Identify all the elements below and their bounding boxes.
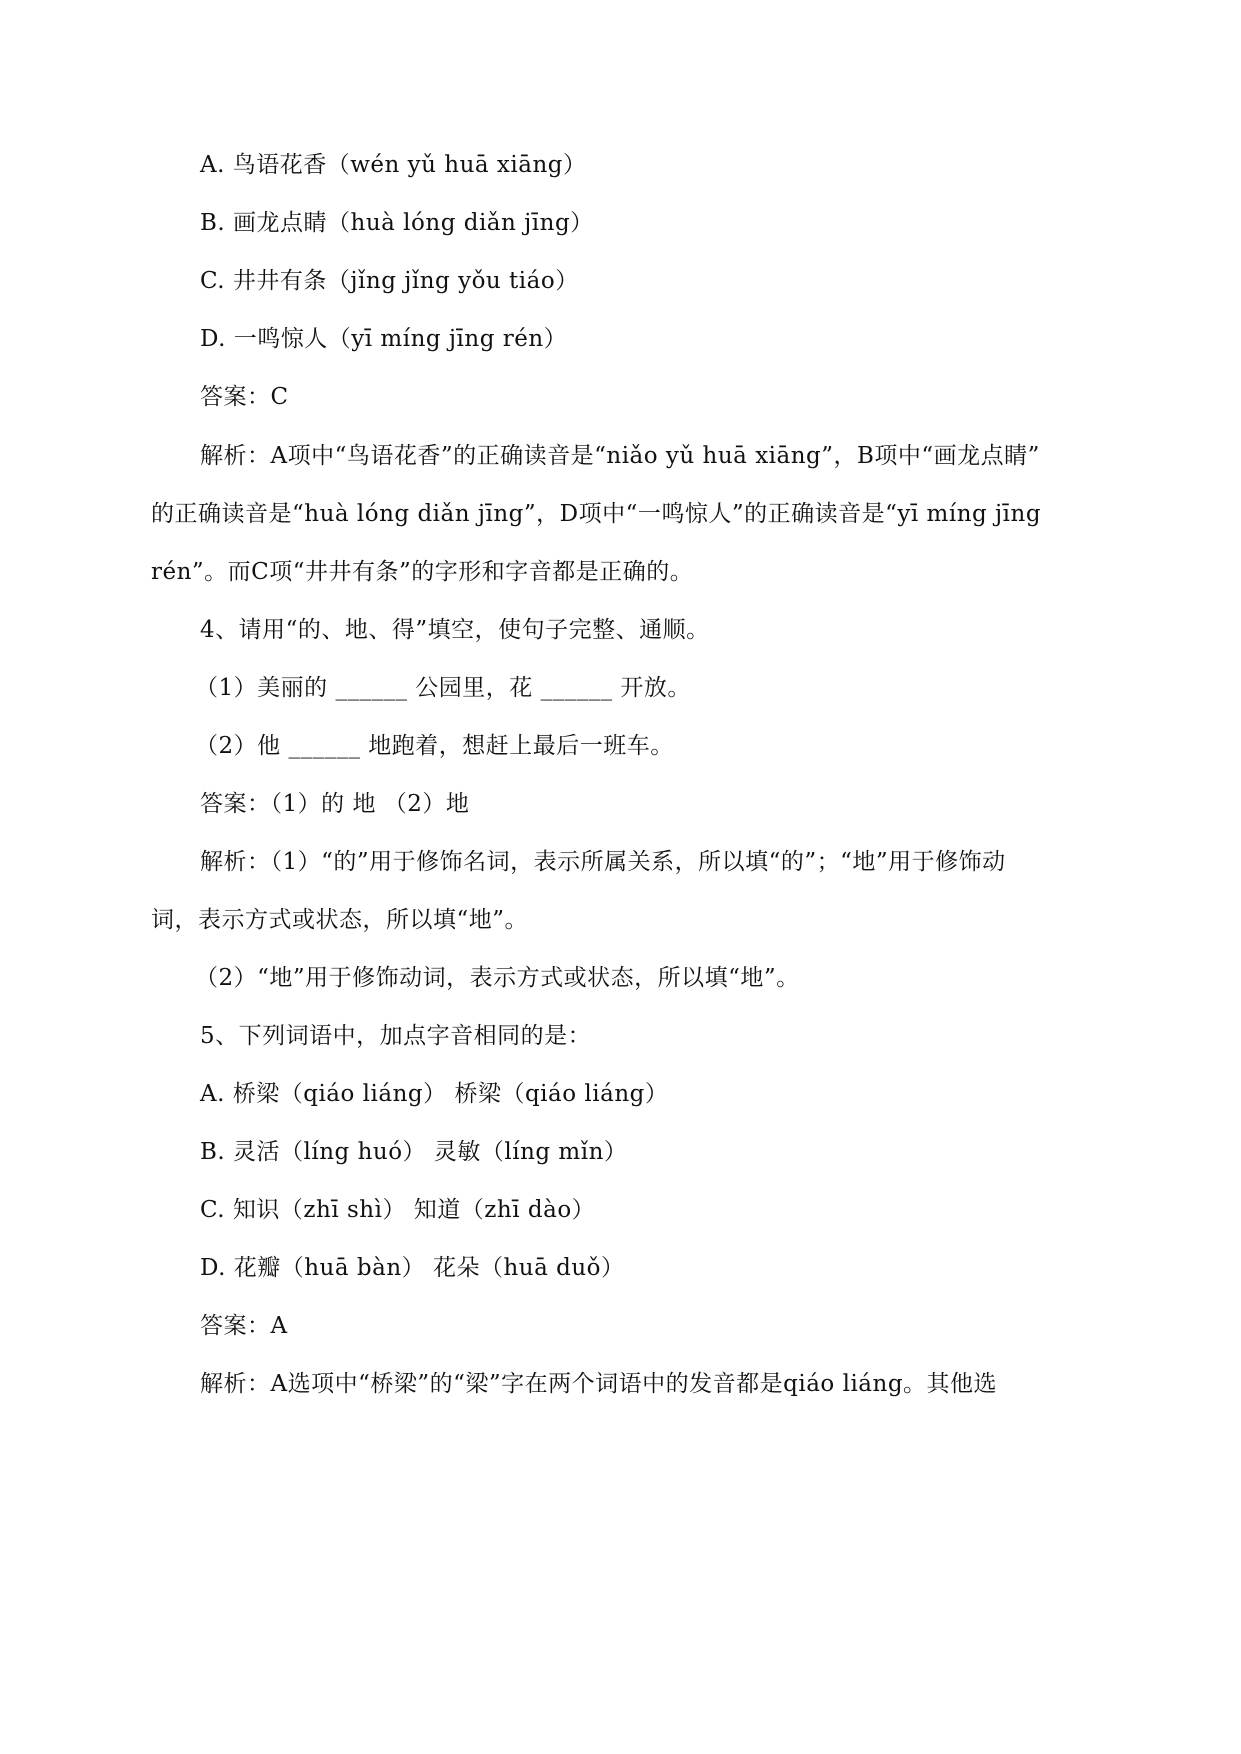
q3-option-c: C. 井井有条（jǐng jǐng yǒu tiáo） <box>200 268 579 294</box>
q4-answer: 答案：（1）的 地 （2）地 <box>200 791 470 817</box>
q3-option-a: A. 鸟语花香（wén yǔ huā xiāng） <box>200 152 587 178</box>
q3-analysis-line-2: 的正确读音是“huà lóng diǎn jīng”，D项中“一鸣惊人”的正确读音是“yī míng jīng <box>151 501 1042 527</box>
q5-option-a: A. 桥梁（qiáo liáng） 桥梁（qiáo liáng） <box>200 1081 669 1107</box>
q3-answer: 答案：C <box>200 384 289 410</box>
q4-item-2: （2）他 ______ 地跑着，想赶上最后一班车。 <box>195 733 674 759</box>
q5-option-d: D. 花瓣（huā bàn） 花朵（huā duǒ） <box>200 1255 625 1281</box>
q4-item-1: （1）美丽的 ______ 公园里，花 ______ 开放。 <box>195 675 691 701</box>
q3-option-d: D. 一鸣惊人（yī míng jīng rén） <box>200 326 568 352</box>
q5-option-b: B. 灵活（líng huó） 灵敏（líng mǐn） <box>200 1139 628 1165</box>
q4-analysis-line-1: 解析：（1）“的”用于修饰名词，表示所属关系，所以填“的”；“地”用于修饰动 <box>200 849 1006 875</box>
q3-analysis-line-3: rén”。而C项“井井有条”的字形和字音都是正确的。 <box>151 559 694 585</box>
q5-answer: 答案：A <box>200 1313 288 1339</box>
q5-analysis-line-1: 解析：A选项中“桥梁”的“梁”字在两个词语中的发音都是qiáo liáng。其他选 <box>200 1371 998 1397</box>
q4-question: 4、请用“的、地、得”填空，使句子完整、通顺。 <box>200 617 710 643</box>
q4-analysis-line-2: 词，表示方式或状态，所以填“地”。 <box>151 907 529 933</box>
q5-option-c: C. 知识（zhī shì） 知道（zhī dào） <box>200 1197 596 1223</box>
q4-analysis-line-3: （2）“地”用于修饰动词，表示方式或状态，所以填“地”。 <box>195 965 800 991</box>
q3-analysis-line-1: 解析：A项中“鸟语花香”的正确读音是“niǎo yǔ huā xiāng”，B项中“画龙点睛” <box>200 443 1040 469</box>
q5-question: 5、下列词语中，加点字音相同的是： <box>200 1023 592 1049</box>
q3-option-b: B. 画龙点睛（huà lóng diǎn jīng） <box>200 210 594 236</box>
